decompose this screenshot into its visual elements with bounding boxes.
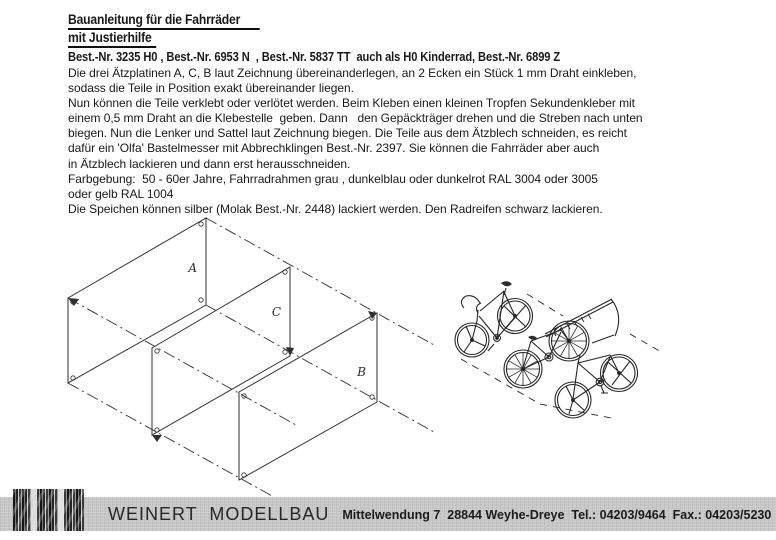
plate-a xyxy=(68,218,206,383)
barcode-graphic xyxy=(13,489,84,531)
body-line: einem 0,5 mm Draht an die Klebestelle geben. Dann den Gepäckträger drehen und die Streben nach unten xyxy=(68,111,643,126)
bicycle-3 xyxy=(555,355,638,419)
body-line: sodass die Teile in Position exakt übereinander liegen. xyxy=(68,81,354,96)
body-line: in Ätzblech lackieren und dann erst herausschneiden. xyxy=(68,156,351,171)
plates-alignment-diagram xyxy=(68,218,434,497)
corner-arrows xyxy=(68,298,377,442)
plate-label-b: B xyxy=(357,365,366,379)
body-line: Die drei Ätzplatinen A, C, B laut Zeichnung übereinanderlegen, an 2 Ecken ein Stück 1 mm Draht einkleben, xyxy=(68,66,637,80)
plate-label-a: A xyxy=(188,261,197,275)
alignment-axis-lines xyxy=(68,218,434,497)
body-line: Farbgebung: 50 - 60er Jahre, Fahrradrahmen grau , dunkelblau oder dunkelrot RAL 3004 oder 3005 xyxy=(68,171,598,186)
page-title-line2: mit Justierhilfe xyxy=(68,30,156,48)
body-line: oder gelb RAL 1004 xyxy=(68,186,174,201)
bicycle-1 xyxy=(455,281,533,357)
bicycle-2 xyxy=(504,299,619,388)
bicycles-illustration xyxy=(455,281,663,419)
body-line: biegen. Nun die Lenker und Sattel laut Zeichnung biegen. Die Teile aus dem Ätzblech schneiden, es reicht xyxy=(68,126,627,141)
company-name: WEINERT MODELLBAU xyxy=(108,503,330,524)
plate-label-c: C xyxy=(271,305,281,319)
body-line: dafür ein 'Olfa' Bastelmesser mit Abbrechklingen Best.-Nr. 2397. Sie können die Fahrräder aber auch xyxy=(68,141,600,156)
plate-b xyxy=(239,313,377,480)
order-numbers-line: Best.-Nr. 3235 H0 , Best.-Nr. 6953 N , Best.-Nr. 5837 TT auch als H0 Kinderrad, Best.-Nr. 6899 Z xyxy=(68,50,561,64)
body-line: Nun können die Teile verklebt oder verlötet werden. Beim Kleben einen kleinen Tropfen Sekundenkleber mit xyxy=(68,96,635,111)
body-line: Die Speichen können silber (Molak Best.-Nr. 2448) lackiert werden. Den Radreifen schwarz lackieren. xyxy=(68,201,603,216)
wire-hole-marks xyxy=(71,222,374,477)
company-address: Mittelwendung 7 28844 Weyhe-Dreye Tel.: 04203/9464 Fax.: 04203/5230 xyxy=(342,508,772,522)
footer-band xyxy=(0,497,776,531)
page-title-line1: Bauanleitung für die Fahrräder xyxy=(68,12,260,30)
